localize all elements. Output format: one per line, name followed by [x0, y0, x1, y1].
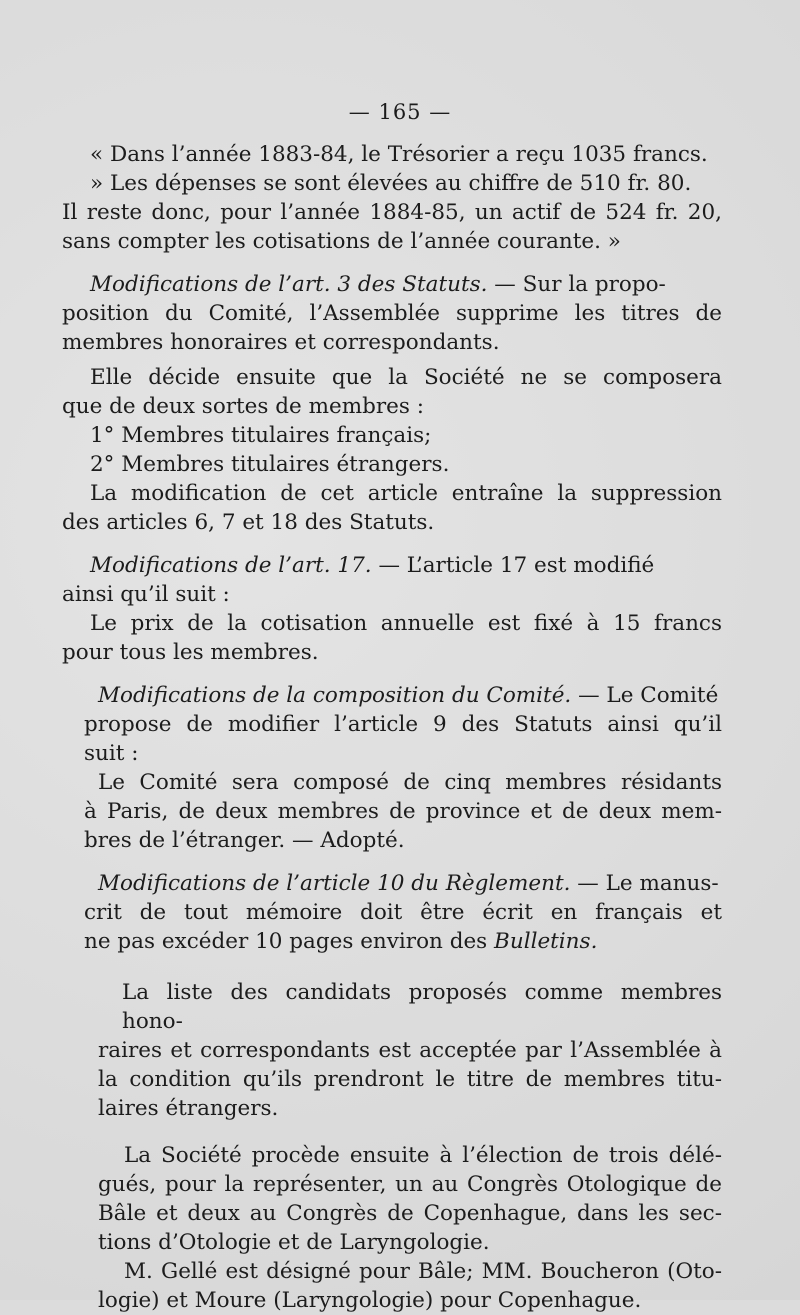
text-line: que de deux sortes de membres : — [62, 394, 424, 419]
text-line: La modification de cet article entraîne la suppression — [90, 481, 722, 506]
text-line — [62, 927, 722, 956]
text-line: propose de modifier l’article 9 des Statuts ainsi qu’il — [84, 712, 722, 737]
text-line: Il reste donc, pour l’année 1884-85, un actif de 524 fr. 20, — [62, 200, 722, 225]
text-line: » Les dépenses se sont élevées au chiffre de 510 fr. 80. — [90, 171, 692, 196]
heading-rest: — Le Comité — [571, 683, 719, 708]
text-line: des articles 6, 7 et 18 des Statuts. — [62, 510, 435, 535]
text-line: tions d’Otologie et de Laryngologie. — [98, 1230, 490, 1255]
italic-term: Bulletins. — [494, 929, 598, 954]
page-number: — 165 — — [348, 100, 452, 124]
text-line: raires et correspondants est acceptée par l’Assemblée à — [98, 1038, 722, 1063]
text-line: bres de l’étranger. — Adopté. — [84, 828, 405, 853]
section-heading-line — [62, 681, 722, 710]
text-line: position du Comité, l’Assemblée supprime les titres de — [62, 301, 722, 326]
text-line: laires étrangers. — [98, 1096, 279, 1121]
text-line: sans compter les cotisations de l’année courante. » — [62, 229, 621, 254]
text-line: « Dans l’année 1883-84, le Trésorier a reçu 1035 francs. — [90, 142, 708, 167]
section-heading: Modifications de l’art. 17. — [90, 553, 372, 578]
section-heading: Modifications de la composition du Comité. — [98, 683, 572, 708]
list-item: 2° Membres titulaires étrangers. — [90, 452, 450, 477]
text-line: logie) et Moure (Laryngologie) pour Copenhague. — [98, 1288, 642, 1313]
section-heading: Modifications de l’art. 3 des Statuts. — [90, 272, 488, 297]
section-heading: Modifications de l’article 10 du Règlement. — [98, 871, 571, 896]
paragraph-treasurer-report — [62, 140, 722, 256]
text-line: suit : — [84, 741, 139, 766]
heading-rest: — Le manus- — [570, 871, 719, 896]
paragraph-delegates — [62, 1141, 722, 1315]
text-line: La liste des candidats proposés comme membres hono- — [122, 980, 722, 1034]
text-line: Le prix de la cotisation annuelle est fixé à 15 francs — [90, 611, 722, 636]
text-segment: ne pas excéder 10 pages environ des — [84, 929, 495, 954]
text-line: Le Comité sera composé de cinq membres résidants — [98, 770, 722, 795]
text-line: gués, pour la représenter, un au Congrès Otologique de — [98, 1172, 722, 1197]
text-line: membres honoraires et correspondants. — [62, 330, 500, 355]
section-heading-line — [62, 270, 722, 299]
section-heading-line — [62, 551, 722, 580]
section-heading-line — [62, 869, 722, 898]
section-art-17 — [62, 551, 722, 667]
text-line: Bâle et deux au Congrès de Copenhague, dans les sec- — [98, 1201, 722, 1226]
heading-rest: — Sur la propo- — [487, 272, 666, 297]
text-line: pour tous les membres. — [62, 640, 319, 665]
text-line: ainsi qu’il suit : — [62, 582, 230, 607]
heading-rest: — L’article 17 est modifié — [371, 553, 655, 578]
section-committee — [62, 681, 722, 855]
text-line: la condition qu’ils prendront le titre de membres titu- — [98, 1067, 722, 1092]
paragraph-candidates — [62, 978, 722, 1123]
paragraph-member-types — [62, 363, 722, 537]
document-body — [62, 140, 722, 1315]
section-rule-10 — [62, 869, 722, 956]
text-line: La Société procède ensuite à l’élection de trois délé- — [124, 1143, 722, 1168]
text-line: M. Gellé est désigné pour Bâle; MM. Boucheron (Oto- — [124, 1259, 722, 1284]
text-line: Elle décide ensuite que la Société ne se composera — [90, 365, 722, 390]
list-item: 1° Membres titulaires français; — [90, 423, 432, 448]
text-line: à Paris, de deux membres de province et de deux mem- — [84, 799, 722, 824]
text-line: crit de tout mémoire doit être écrit en français et — [84, 900, 722, 925]
section-art-3 — [62, 270, 722, 357]
